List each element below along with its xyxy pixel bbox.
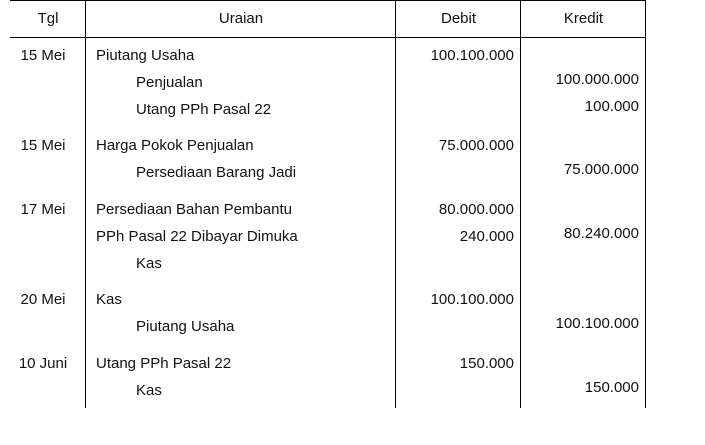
header-credit: Kredit: [563, 10, 604, 27]
header-description: Uraian: [218, 10, 264, 27]
account-name: Kas: [96, 291, 122, 308]
account-name: Persediaan Bahan Pembantu: [96, 201, 292, 218]
entry-date: 20 Mei: [20, 291, 66, 308]
credit-amount: 75.000.000: [563, 161, 639, 178]
entry-date: 15 Mei: [20, 137, 66, 154]
debit-amount: 80.000.000: [438, 201, 514, 218]
entry-date: 17 Mei: [20, 201, 66, 218]
debit-amount: 240.000: [459, 228, 514, 245]
debit-amount: 75.000.000: [438, 137, 514, 154]
column-divider: [520, 0, 521, 408]
debit-amount: 100.100.000: [430, 291, 514, 308]
account-name: Utang PPh Pasal 22: [96, 355, 232, 372]
account-name: Piutang Usaha: [136, 318, 235, 335]
credit-amount: 80.240.000: [563, 225, 639, 242]
account-name: Kas: [136, 382, 162, 399]
account-name: Harga Pokok Penjualan: [96, 137, 254, 154]
entry-date: 10 Juni: [18, 355, 68, 372]
account-name: Kas: [136, 255, 162, 272]
header-debit: Debit: [440, 10, 477, 27]
column-divider: [645, 0, 646, 408]
column-divider: [395, 0, 396, 408]
header-bottom-rule: [10, 37, 646, 38]
credit-amount: 150.000: [584, 379, 639, 396]
account-name: Penjualan: [136, 74, 203, 91]
entry-date: 15 Mei: [20, 47, 66, 64]
account-name: Utang PPh Pasal 22: [136, 101, 272, 118]
debit-amount: 100.100.000: [430, 47, 514, 64]
account-name: Persediaan Barang Jadi: [136, 164, 297, 181]
account-name: Piutang Usaha: [96, 47, 195, 64]
credit-amount: 100.100.000: [555, 315, 639, 332]
account-name: PPh Pasal 22 Dibayar Dimuka: [96, 228, 298, 245]
credit-amount: 100.000: [584, 98, 639, 115]
credit-amount: 100.000.000: [555, 71, 639, 88]
header-date: Tgl: [37, 10, 59, 27]
debit-amount: 150.000: [459, 355, 514, 372]
header-top-rule: [10, 0, 646, 1]
